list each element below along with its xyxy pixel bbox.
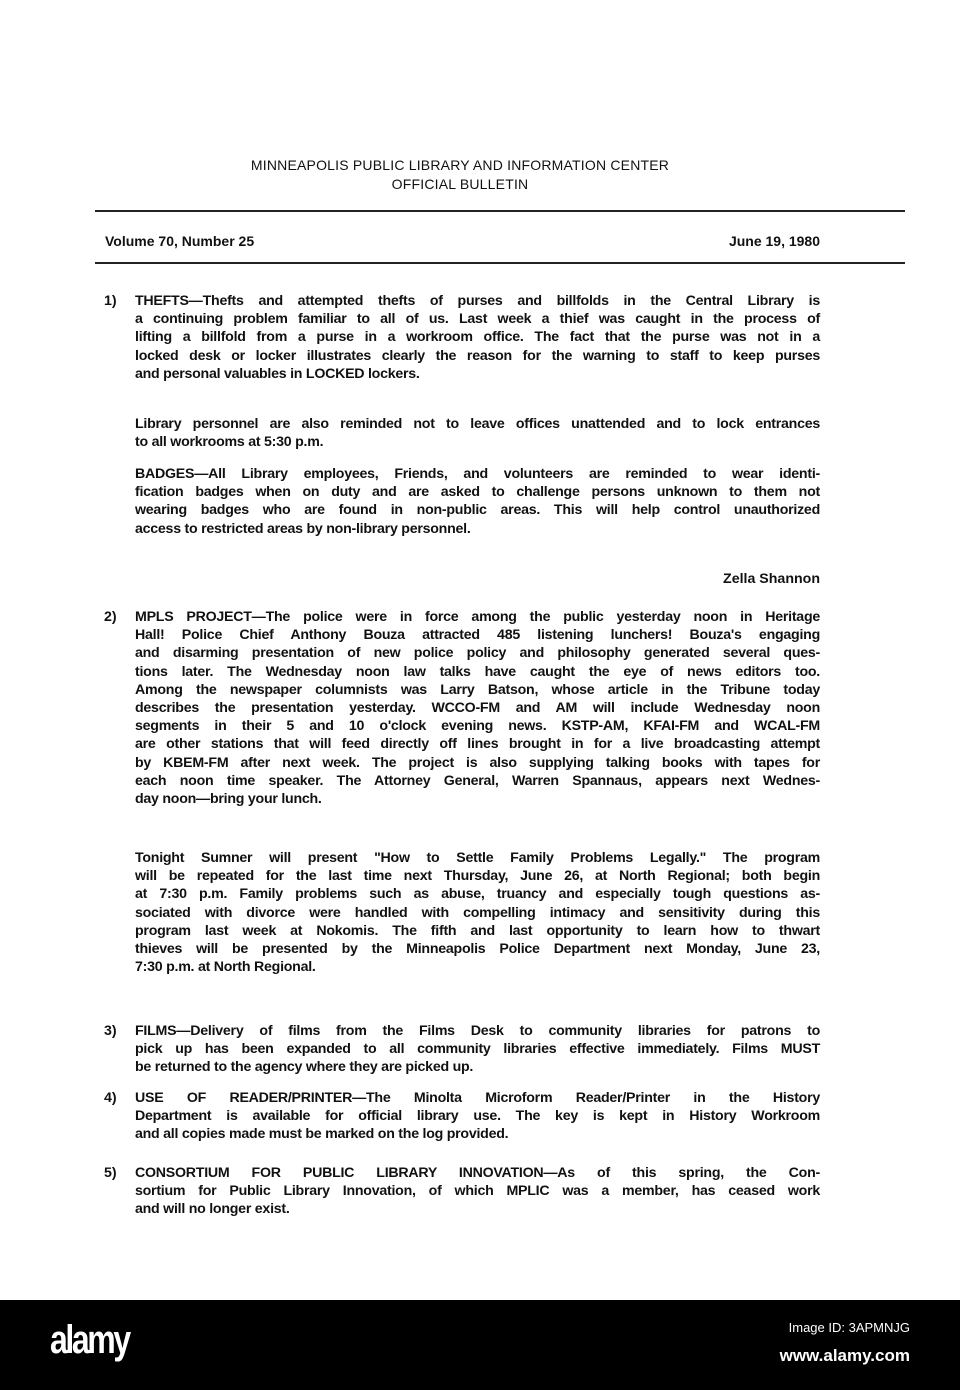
- text-line: and will no longer exist.: [135, 1201, 290, 1218]
- paragraph: [135, 1164, 820, 1219]
- text-line: describes the presentation yesterday. WCCO-FM and AM will include Wednesday noon: [135, 699, 820, 716]
- item-number: 1): [104, 293, 117, 309]
- text-line: access to restricted areas by non-library personnel.: [135, 520, 471, 537]
- paragraph: [135, 1022, 820, 1077]
- item-number: 5): [104, 1165, 117, 1181]
- text-line: program last week at Nokomis. The fifth and last opportunity to learn how to thwart: [135, 922, 820, 939]
- bulletin-title: MINNEAPOLIS PUBLIC LIBRARY AND INFORMATION CENTER: [250, 157, 670, 173]
- text-line: wearing badges who are found in non-public areas. This will help control unauthorized: [135, 502, 820, 519]
- text-line: are other stations that will feed directly off lines brought in for a live broadcasting attempt: [135, 736, 820, 753]
- text-line: Library personnel are also reminded not to leave offices unattended and to lock entrances: [135, 416, 820, 432]
- signature: Zella Shannon: [723, 571, 820, 587]
- text-line: locked desk or locker illustrates clearly the reason for the warning to staff to keep purses: [135, 347, 820, 364]
- text-line: and all copies made must be marked on the log provided.: [135, 1126, 509, 1143]
- text-line: lifting a billfold from a purse in a workroom office. The fact that the purse was not in a: [135, 329, 820, 346]
- text-line: Hall! Police Chief Anthony Bouza attracted 485 listening lunchers! Bouza's engaging: [135, 627, 820, 644]
- paragraph: [135, 608, 820, 808]
- text-line: tions later. The Wednesday noon law talks have caught the eye of news editors too.: [135, 663, 820, 680]
- text-line: at 7:30 p.m. Family problems such as abuse, truancy and especially tough questions as-: [135, 886, 820, 903]
- item-number: 2): [104, 609, 117, 625]
- issue-date: June 19, 1980: [728, 233, 820, 249]
- text-line: USE OF READER/PRINTER—The Minolta Microform Reader/Printer in the History: [135, 1090, 820, 1106]
- bulletin-subtitle: OFFICIAL BULLETIN: [391, 176, 529, 192]
- header-rule-top: [95, 210, 905, 212]
- text-line: will be repeated for the last time next Thursday, June 26, at North Regional; both begin: [135, 868, 820, 885]
- text-line: day noon—bring your lunch.: [135, 790, 322, 807]
- text-line: be returned to the agency where they are picked up.: [135, 1059, 474, 1076]
- text-line: thieves will be presented by the Minneapolis Police Department next Monday, June 23,: [135, 940, 820, 957]
- text-line: by KBEM-FM after next week. The project is also supplying talking books with tapes for: [135, 754, 820, 771]
- text-line: MPLS PROJECT—The police were in force among the public yesterday noon in Heritage: [135, 609, 820, 625]
- alamy-logo: alamy: [50, 1318, 129, 1362]
- text-line: each noon time speaker. The Attorney General, Warren Spannaus, appears next Wednes-: [135, 772, 820, 789]
- text-line: 7:30 p.m. at North Regional.: [135, 959, 316, 976]
- paragraph: [135, 1089, 820, 1144]
- text-line: a continuing problem familiar to all of us. Last week a thief was caught in the process of: [135, 311, 820, 328]
- text-line: fication badges when on duty and are asked to challenge persons unknown to them not: [135, 484, 820, 501]
- text-line: CONSORTIUM FOR PUBLIC LIBRARY INNOVATION—As of this spring, the Con-: [135, 1165, 820, 1181]
- text-line: BADGES—All Library employees, Friends, and volunteers are reminded to wear identi-: [135, 466, 820, 482]
- paragraph: [135, 849, 820, 976]
- text-line: pick up has been expanded to all community libraries effective immediately. Films MUST: [135, 1041, 820, 1058]
- text-line: segments in their 5 and 10 o'clock evening news. KSTP-AM, KFAI-FM and WCAL-FM: [135, 718, 820, 735]
- paragraph: [135, 292, 820, 383]
- text-line: sortium for Public Library Innovation, of which MPLIC was a member, has ceased work: [135, 1183, 820, 1200]
- paragraph: [135, 465, 820, 538]
- paragraph: [135, 415, 820, 451]
- header-rule-bottom: [95, 262, 905, 264]
- text-line: and disarming presentation of new police policy and philosophy generated several ques-: [135, 645, 820, 662]
- volume-number: Volume 70, Number 25: [105, 233, 255, 249]
- watermark-bar: [0, 1300, 960, 1390]
- text-line: Tonight Sumner will present "How to Settle Family Problems Legally." The program: [135, 850, 820, 866]
- text-line: Among the newspaper columnists was Larry Batson, whose article in the Tribune today: [135, 681, 820, 698]
- watermark-url: www.alamy.com: [779, 1346, 910, 1365]
- text-line: THEFTS—Thefts and attempted thefts of purses and billfolds in the Central Library is: [135, 293, 820, 309]
- text-line: to all workrooms at 5:30 p.m.: [135, 434, 324, 451]
- text-line: sociated with divorce were handled with compelling intimacy and sensitivity during this: [135, 904, 820, 921]
- text-line: FILMS—Delivery of films from the Films Desk to community libraries for patrons to: [135, 1023, 820, 1039]
- image-id: Image ID: 3APMNJG: [788, 1320, 910, 1335]
- item-number: 3): [104, 1023, 117, 1039]
- text-line: Department is available for official library use. The key is kept in History Workroom: [135, 1108, 820, 1125]
- item-number: 4): [104, 1090, 117, 1106]
- text-line: and personal valuables in LOCKED lockers.: [135, 365, 420, 382]
